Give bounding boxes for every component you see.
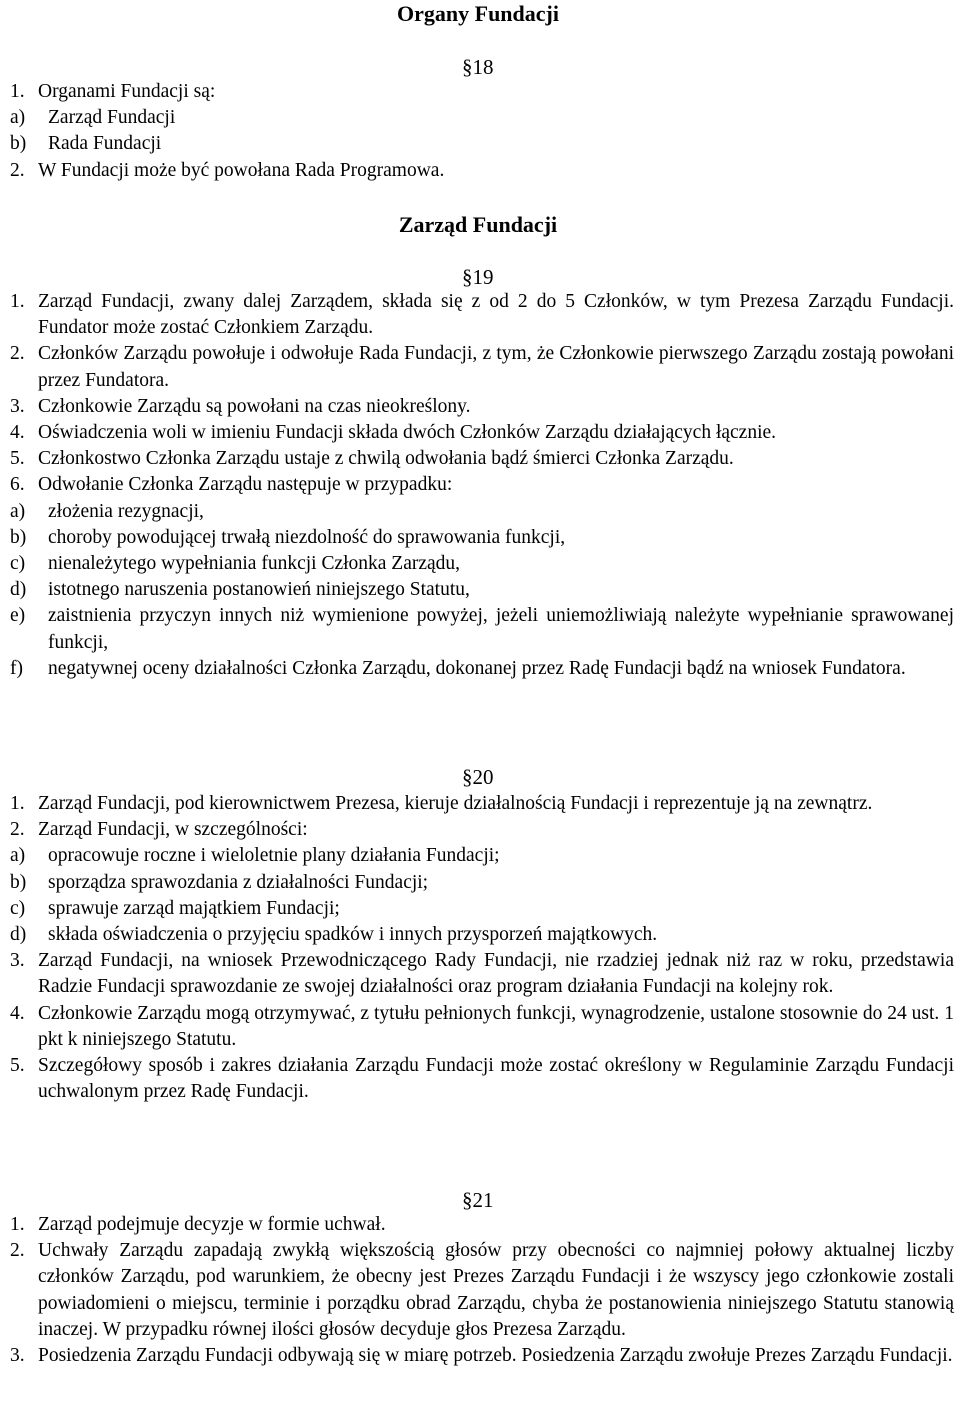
paragraph-mark-18: §18 [462,55,494,79]
list-item: 1. Zarząd Fundacji, zwany dalej Zarządem, składa się z od 2 do 5 Członków, w tym Prezesa Zarządu Fundacji. Fundator może zostać Członkiem Zarządu. [10,291,954,339]
list-subitem: a) opracowuje roczne i wieloletnie plany działania Fundacji; [10,845,500,867]
list-subitem: c) nienależytego wypełniania funkcji Członka Zarządu, [10,553,461,575]
list-item: 1. Organami Fundacji są: [10,81,216,102]
list-item: 1. Zarząd Fundacji, pod kierownictwem Prezesa, kieruje działalnością Fundacji i reprezentuje ją na zewnątrz. [10,793,873,814]
list-subitem: e) zaistnienia przyczyn innych niż wymienione powyżej, jeżeli uniemożliwiają należyte wypełnianie sprawowanej funkcji, [10,605,954,653]
list-subitem: b) choroby powodującej trwałą niezdolność do sprawowania funkcji, [10,526,566,548]
paragraph-mark-21: §21 [462,1188,494,1212]
list-item: 2. Zarząd Fundacji, w szczególności: [10,819,308,841]
list-subitem: d) istotnego naruszenia postanowień niniejszego Statutu, [10,579,470,601]
section-19 [10,289,954,682]
list-item: 5. Członkostwo Członka Zarządu ustaje z chwilą odwołania bądź śmierci Członka Zarządu. [10,448,734,470]
page-title: Organy Fundacji [397,1,559,26]
paragraph-mark-19: §19 [462,265,494,289]
section-20 [10,791,954,1105]
list-item: 5. Szczegółowy sposób i zakres działania Zarządu Fundacji może zostać określony w Regulaminie Zarządu Fundacji uchwalonym przez Radę Fundacji. [10,1055,954,1103]
list-item: 1. Zarząd podejmuje decyzje w formie uchwał. [10,1214,386,1235]
list-subitem: a) Zarząd Fundacji [10,107,176,129]
section-21 [10,1212,954,1369]
paragraph-mark-20: §20 [462,765,494,789]
list-item: 3. Zarząd Fundacji, na wniosek Przewodniczącego Rady Fundacji, nie rzadziej jednak niż raz w roku, przedstawia Radzie Fundacji sprawozdanie ze swojej działalności oraz program działania Fundacji na kolejny rok. [10,950,954,998]
list-item: 6. Odwołanie Członka Zarządu następuje w przypadku: [10,474,453,496]
list-item: 3. Członkowie Zarządu są powołani na czas nieokreślony. [10,395,471,417]
list-item: 4. Członkowie Zarządu mogą otrzymywać, z tytułu pełnionych funkcji, wynagrodzenie, ustalone stosownie do 24 ust. 1 pkt k niniejszego Statutu. [10,1002,954,1050]
list-item: 2. Uchwały Zarządu zapadają zwykłą większością głosów przy obecności co najmniej połowy aktualnej liczby członków Zarządu, pod warunkiem, że obecny jest Prezes Zarządu Fundacji i że wszyscy jego członkowie zostali powiadomieni o miejscu, terminie i porządku obrad Zarządu, chyba że postanowienia niniejszego Statutu stanowią inaczej. W przypadku równej ilości głosów decyduje głos Prezesa Zarządu. [10,1240,954,1340]
list-subitem: a) złożenia rezygnacji, [10,500,204,522]
section-heading-board: Zarząd Fundacji [398,212,558,237]
list-subitem: d) składa oświadczenia o przyjęciu spadków i innych przysporzeń majątkowych. [10,924,658,946]
list-subitem: b) sporządza sprawozdania z działalności Fundacji; [10,871,429,893]
list-item: 2. W Fundacji może być powołana Rada Programowa. [10,159,445,181]
list-item: 2. Członków Zarządu powołuje i odwołuje Rada Fundacji, z tym, że Członkowie pierwszego Zarządu zostają powołani przez Fundatora. [10,343,954,391]
list-subitem: f) negatywnej oceny działalności Członka Zarządu, dokonanej przez Radę Fundacji bądź na wniosek Fundatora. [10,657,906,679]
list-item: 3. Posiedzenia Zarządu Fundacji odbywają się w miarę potrzeb. Posiedzenia Zarządu zwołuje Prezes Zarządu Fundacji. [10,1345,953,1367]
list-item: 4. Oświadczenia woli w imieniu Fundacji składa dwóch Członków Zarządu działających łącznie. [10,422,777,444]
list-subitem: b) Rada Fundacji [10,133,162,155]
section-18 [10,79,954,184]
list-subitem: c) sprawuje zarząd majątkiem Fundacji; [10,897,340,919]
